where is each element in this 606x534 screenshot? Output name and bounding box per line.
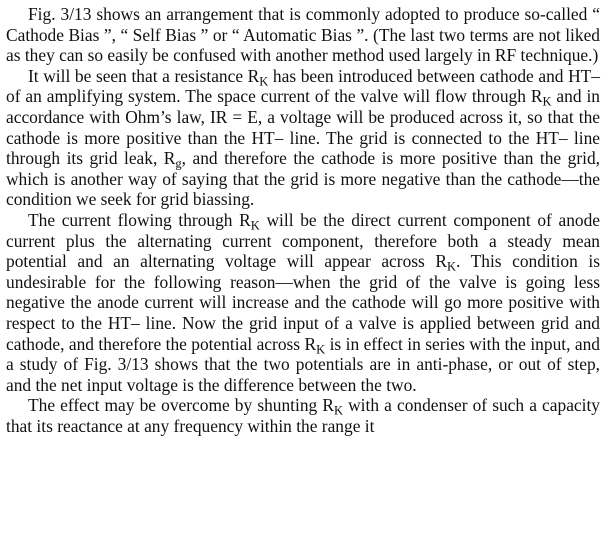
paragraph-resistance-rk xyxy=(6,66,600,210)
paragraph-current-flowing xyxy=(6,210,600,395)
subscript: K xyxy=(446,259,457,274)
book-page xyxy=(6,4,600,436)
subscript: K xyxy=(250,218,260,233)
subscript: K xyxy=(333,403,343,418)
subscript: g xyxy=(175,156,182,171)
text-run: It will be seen that a resistance R xyxy=(28,65,260,86)
text-run: and in accordance with Ohm’s law, IR = E, a voltage will be produced across it, so that the cathode is more positive than the HT– line. The grid is connected to the HT– line through its grid leak, R xyxy=(6,86,600,169)
text-run: The effect may be overcome by shunting R xyxy=(28,395,334,416)
subscript: K xyxy=(542,94,552,109)
text-run: will be the direct current component of anode current plus the alternating current component, therefore both a steady mean potential and an alternating voltage will appear across R xyxy=(6,209,601,272)
text-run: Fig. 3/13 shows an arrangement that is commonly adopted to produce so-called “ Cathode Bias ”, “ Self Bias ” or “ Automatic Bias ”. (The last two terms are not liked as they can so easily be confused with another method used largely in RF technique.) xyxy=(6,4,600,66)
text-run: , and therefore the cathode is more positive than the grid, which is another way of saying that the grid is more negative than the cathode—the condition we seek for grid biassing. xyxy=(6,148,600,210)
text-run: . This condition is undesirable for the following reason—when the grid of the valve is going less negative the anode current will increase and the cathode will go more positive with respect to the HT– line. Now the grid input of a valve is applied between grid and cathode, and therefore the potential across R xyxy=(6,251,600,354)
text-run: The current flowing through R xyxy=(28,209,251,230)
text-run: with a condenser of such a capacity that its reactance at any frequency within the range it xyxy=(6,395,600,436)
subscript: K xyxy=(259,74,269,89)
text-run: has been introduced between cathode and HT– of an amplifying system. The space current of the valve will flow through R xyxy=(6,65,600,107)
paragraph-cathode-bias-intro xyxy=(6,4,600,66)
text-run: is in effect in series with the input, and a study of Fig. 3/13 shows that the two potentials are in anti-phase, or out of step, and the net input voltage is the difference between the two. xyxy=(6,333,600,395)
paragraph-shunting-condenser xyxy=(6,395,600,436)
subscript: K xyxy=(316,342,326,356)
